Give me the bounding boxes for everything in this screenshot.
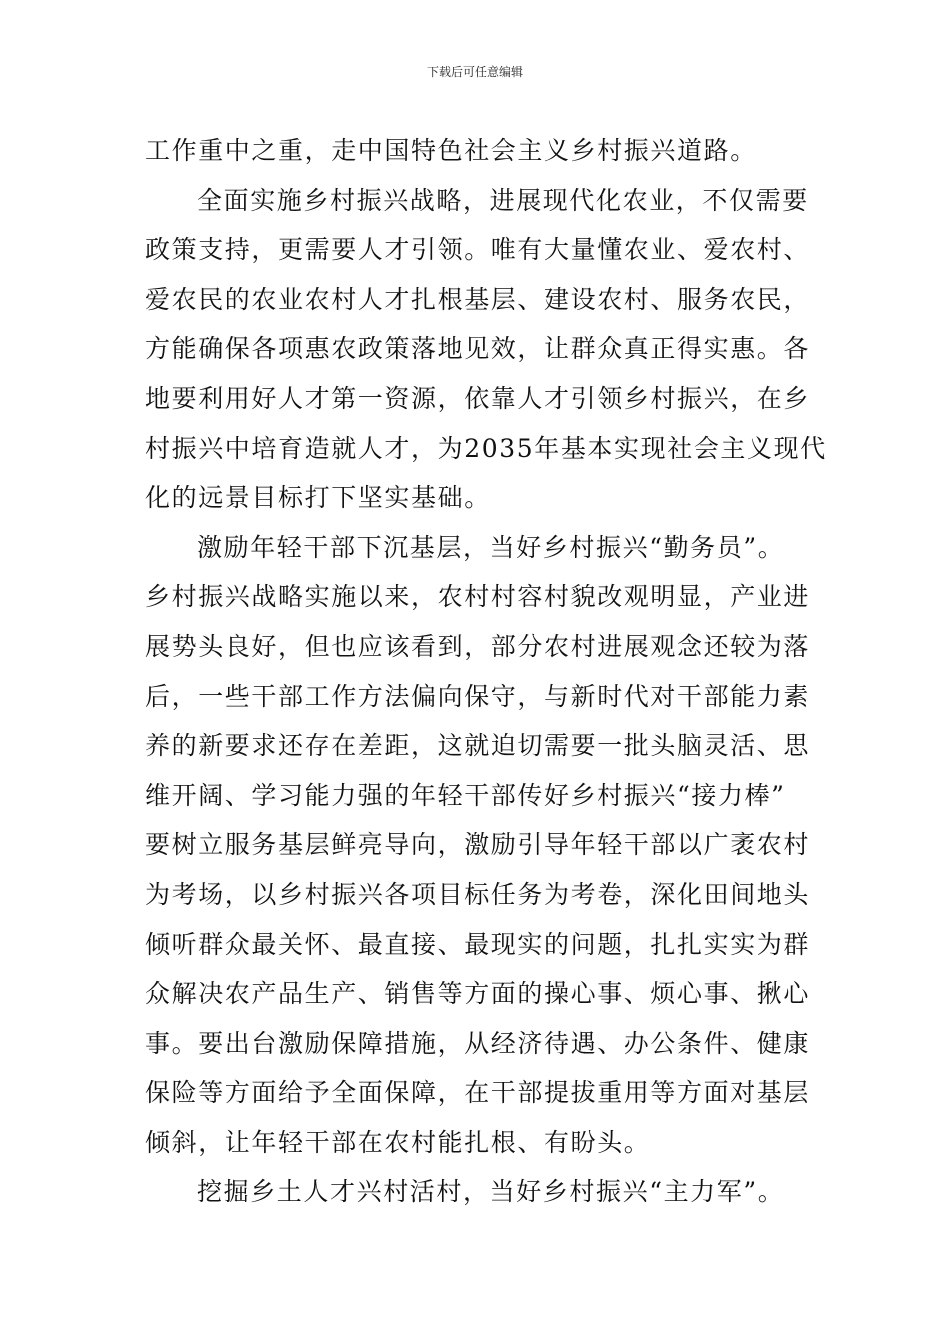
text-line: 事。要出台激励保障措施，从经济待遇、办公条件、健康 [145,1028,811,1058]
text-line: 后，一些干部工作方法偏向保守，与新时代对干部能力素 [145,681,811,711]
text-line: 养的新要求还存在差距，这就迫切需要一批头脑灵活、思 [145,731,811,761]
text-line: 地要利用好人才第一资源，依靠人才引领乡村振兴，在乡 [145,383,811,413]
text-line: 村振兴中培育造就人才，为2035年基本实现社会主义现代 [145,433,827,463]
text-line: 维开阔、学习能力强的年轻干部传好乡村振兴“接力棒” [145,780,786,810]
text-line: 化的远景目标打下坚实基础。 [145,483,491,513]
text-line: 乡村振兴战略实施以来，农村村容村貌改观明显，产业进 [145,582,811,612]
paragraph-first-line: 全面实施乡村振兴战略，进展现代化农业，不仅需要 [197,185,809,215]
page-header-note: 下载后可任意编辑 [426,65,523,79]
text-line: 展势头良好，但也应该看到，部分农村进展观念还较为落 [145,631,811,661]
text-line: 方能确保各项惠农政策落地见效，让群众真正得实惠。各 [145,334,811,364]
paragraph-first-line: 激励年轻干部下沉基层，当好乡村振兴“勤务员”。 [197,532,785,562]
text-line: 工作重中之重，走中国特色社会主义乡村振兴道路。 [145,136,757,165]
text-line: 爱农民的农业农村人才扎根基层、建设农村、服务农民， [145,284,811,314]
text-line: 政策支持，更需要人才引领。唯有大量懂农业、爱农村、 [145,235,811,265]
text-line: 保险等方面给予全面保障，在干部提拔重用等方面对基层 [145,1078,811,1108]
document-body [145,126,827,1217]
text-line: 倾听群众最关怀、最直接、最现实的问题，扎扎实实为群 [145,929,811,959]
text-line: 要树立服务基层鲜亮导向，激励引导年轻干部以广袤农村 [145,830,811,860]
text-line: 为考场，以乡村振兴各项目标任务为考卷，深化田间地头 [145,879,811,909]
text-line: 倾斜，让年轻干部在农村能扎根、有盼头。 [145,1127,651,1157]
paragraph-first-line: 挖掘乡土人才兴村活村，当好乡村振兴“主力军”。 [197,1177,785,1207]
text-line: 众解决农产品生产、销售等方面的操心事、烦心事、揪心 [145,979,811,1009]
